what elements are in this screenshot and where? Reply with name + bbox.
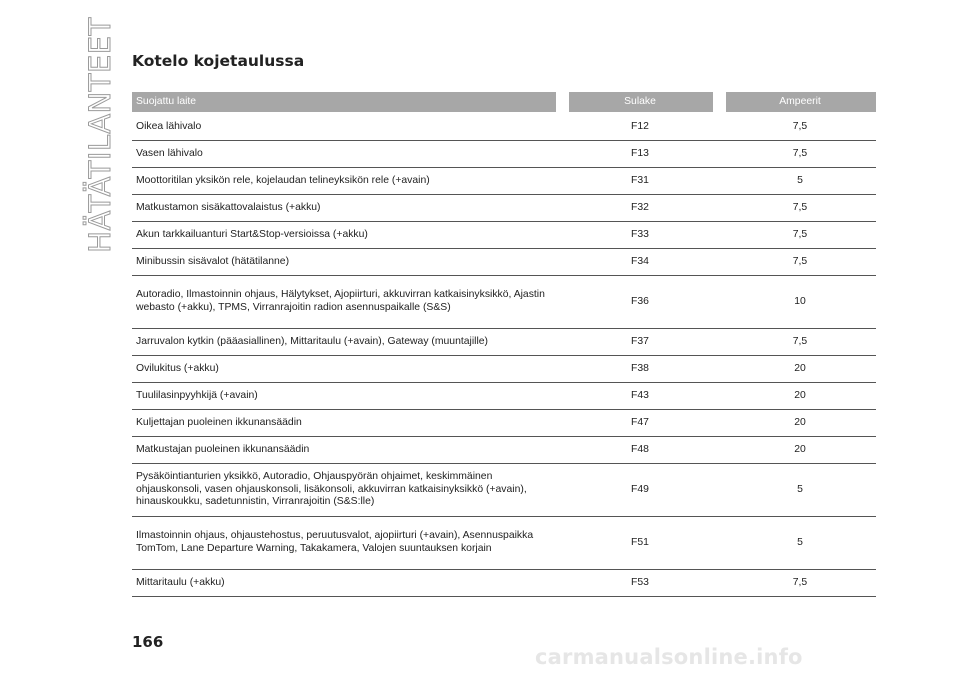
amps-cell: 20	[726, 356, 876, 383]
section-tab-label: HÄTÄTILANTEET	[83, 17, 118, 253]
amps-cell: 7,5	[726, 113, 876, 141]
amps-cell: 7,5	[726, 222, 876, 249]
device-cell: Mittaritaulu (+akku)	[132, 570, 556, 597]
fuse-cell: F51	[569, 517, 713, 570]
fuse-cell: F48	[569, 437, 713, 464]
fuse-cell: F38	[569, 356, 713, 383]
table-row	[132, 168, 876, 195]
table-body	[132, 113, 876, 597]
fuse-cell: F34	[569, 249, 713, 276]
table-row	[132, 222, 876, 249]
device-cell: Ilmastoinnin ohjaus, ohjaustehostus, peruutusvalot, ajopiirturi (+avain), Asennuspaikka TomTom, Lane Departure Warning, Takakamera, Valojen suuntauksen korjain	[132, 517, 556, 570]
table-row	[132, 383, 876, 410]
table-row	[132, 195, 876, 222]
table-row	[132, 410, 876, 437]
section-tab	[78, 17, 122, 253]
amps-cell: 10	[726, 276, 876, 329]
table-row	[132, 517, 876, 570]
amps-cell: 5	[726, 517, 876, 570]
device-cell: Moottoritilan yksikön rele, kojelaudan telineyksikön rele (+avain)	[132, 168, 556, 195]
fuse-cell: F43	[569, 383, 713, 410]
table-row	[132, 276, 876, 329]
table-row	[132, 113, 876, 141]
device-cell: Oikea lähivalo	[132, 113, 556, 141]
table-row	[132, 570, 876, 597]
page-number: 166	[132, 633, 164, 651]
amps-cell: 7,5	[726, 249, 876, 276]
fuse-cell: F36	[569, 276, 713, 329]
watermark: carmanualsonline.info	[535, 645, 803, 669]
fuse-cell: F32	[569, 195, 713, 222]
device-cell: Pysäköintianturien yksikkö, Autoradio, Ohjauspyörän ohjaimet, keskimmäinen ohjauskonsoli, vasen ohjauskonsoli, lisäkonsoli, akkuvirran katkaisinyksikkö (+avain), hinauskoukku, sadetunnistin, Virranrajoitin (S&S:lle)	[132, 464, 556, 517]
device-cell: Ovilukitus (+akku)	[132, 356, 556, 383]
table-header-row	[132, 92, 876, 113]
fuse-cell: F12	[569, 113, 713, 141]
header-amps: Ampeerit	[726, 92, 876, 113]
device-cell: Kuljettajan puoleinen ikkunansäädin	[132, 410, 556, 437]
table-row	[132, 437, 876, 464]
table-row	[132, 356, 876, 383]
device-cell: Akun tarkkailuanturi Start&Stop-versioissa (+akku)	[132, 222, 556, 249]
amps-cell: 5	[726, 168, 876, 195]
device-cell: Matkustamon sisäkattovalaistus (+akku)	[132, 195, 556, 222]
fuse-cell: F33	[569, 222, 713, 249]
table-row	[132, 329, 876, 356]
table-row	[132, 249, 876, 276]
fuse-cell: F47	[569, 410, 713, 437]
amps-cell: 7,5	[726, 141, 876, 168]
amps-cell: 20	[726, 437, 876, 464]
device-cell: Matkustajan puoleinen ikkunansäädin	[132, 437, 556, 464]
amps-cell: 5	[726, 464, 876, 517]
device-cell: Jarruvalon kytkin (pääasiallinen), Mittaritaulu (+avain), Gateway (muuntajille)	[132, 329, 556, 356]
device-cell: Minibussin sisävalot (hätätilanne)	[132, 249, 556, 276]
fuse-cell: F53	[569, 570, 713, 597]
device-cell: Autoradio, Ilmastoinnin ohjaus, Hälytykset, Ajopiirturi, akkuvirran katkaisinyksikkö, Ajastin webasto (+akku), TPMS, Virranrajoitin radion asennuspaikalle (S&S)	[132, 276, 556, 329]
fuse-cell: F31	[569, 168, 713, 195]
device-cell: Vasen lähivalo	[132, 141, 556, 168]
fuse-cell: F49	[569, 464, 713, 517]
amps-cell: 7,5	[726, 570, 876, 597]
table-row	[132, 141, 876, 168]
fuse-cell: F37	[569, 329, 713, 356]
header-device: Suojattu laite	[132, 92, 556, 113]
fuse-cell: F13	[569, 141, 713, 168]
header-fuse: Sulake	[569, 92, 713, 113]
table-row	[132, 464, 876, 517]
amps-cell: 7,5	[726, 195, 876, 222]
fuse-table	[132, 92, 876, 597]
device-cell: Tuulilasinpyyhkijä (+avain)	[132, 383, 556, 410]
amps-cell: 20	[726, 410, 876, 437]
amps-cell: 7,5	[726, 329, 876, 356]
amps-cell: 20	[726, 383, 876, 410]
page-heading: Kotelo kojetaulussa	[132, 52, 305, 70]
